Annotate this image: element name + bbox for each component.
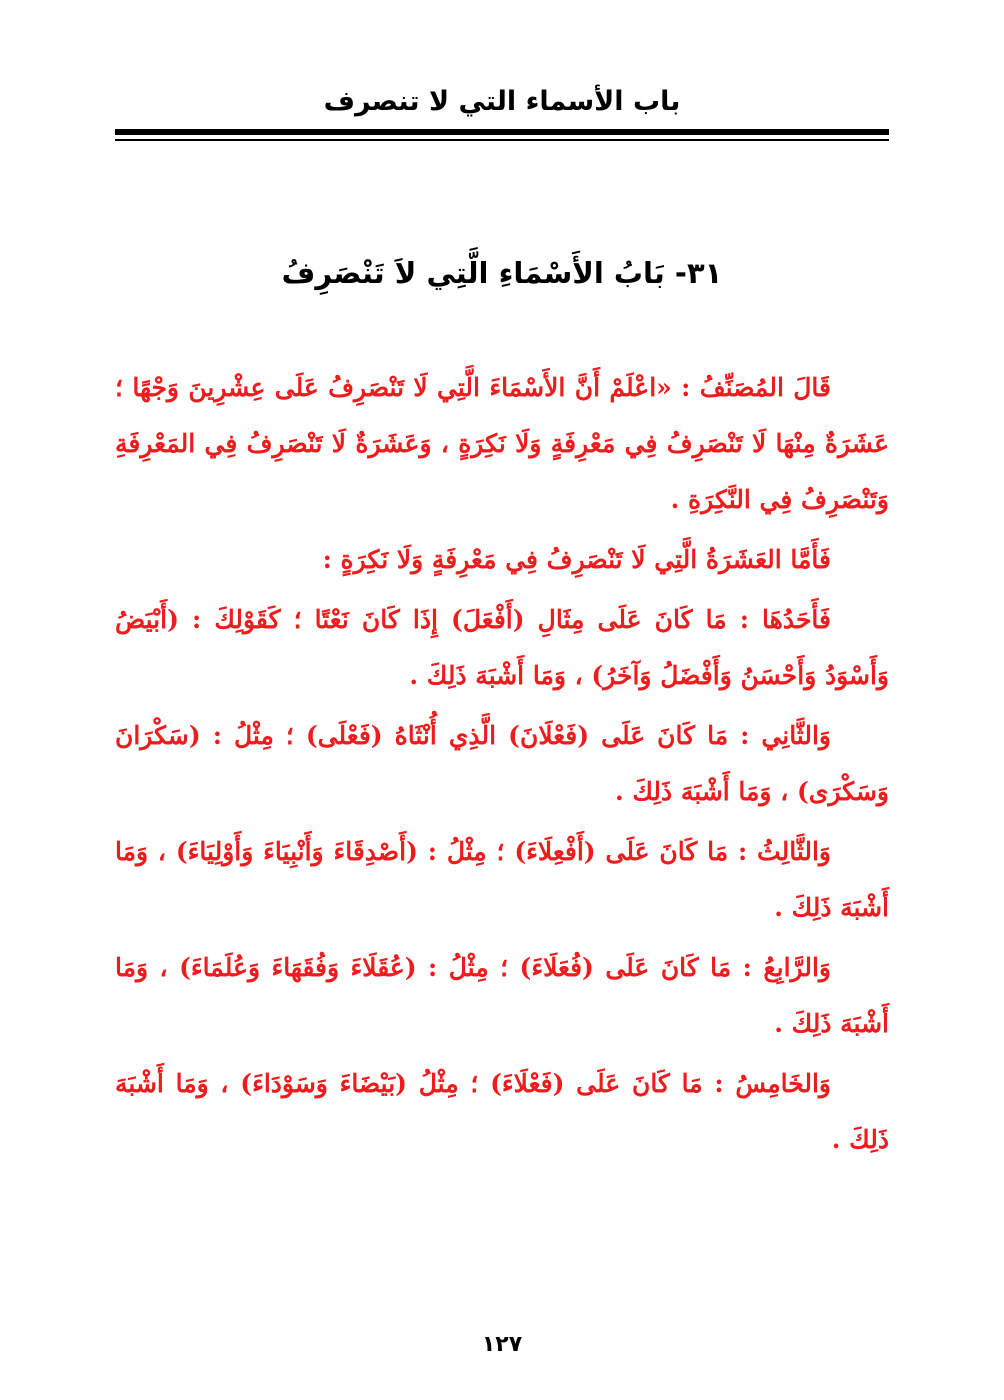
paragraph-second: وَالثَّانِي : مَا كَانَ عَلَى (فَعْلَانَ) الَّذِي أُنْثَاهُ (فَعْلَى) ؛ مِثْلُ : (سَكْرَانَ وَسَكْرَى) ، وَمَا أَشْبَهَ ذَلِكَ . [115, 721, 889, 806]
paragraph-intro: قَالَ المُصَنِّفُ : «اعْلَمْ أَنَّ الأَسْمَاءَ الَّتِي لَا تَنْصَرِفُ عَلَى عِشْرِينَ وَجْهًا ؛ عَشَرَةٌ مِنْهَا لَا تَنْصَرِفُ فِي مَعْرِفَةٍ وَلَا نَكِرَةٍ ، وَعَشَرَةٌ لَا تَنْصَرِفُ فِي المَعْرِفَةِ وَتَنْصَرِفُ فِي النَّكِرَةِ . [115, 373, 889, 514]
running-header: باب الأسماء التي لا تنصرف [323, 86, 681, 117]
page-number: ١٢٧ [481, 1332, 523, 1357]
paragraph-fourth: وَالرَّابِعُ : مَا كَانَ عَلَى (فُعَلَاءَ) ؛ مِثْلُ : (عُقَلَاءَ وَفُقَهَاءَ وَعُلَمَاءَ) ، وَمَا أَشْبَهَ ذَلِكَ . [115, 953, 889, 1038]
body-text [115, 360, 889, 1172]
header-rule-thin [115, 139, 889, 141]
paragraph-first: فَأَحَدُهَا : مَا كَانَ عَلَى مِثَالِ (أَفْعَلَ) إِذَا كَانَ نَعْتًا ؛ كَقَوْلِكَ : (أَبْيَضُ وَأَسْوَدُ وَأَحْسَنُ وَأَفْضَلُ وَآخَرُ) ، وَمَا أَشْبَهَ ذَلِكَ . [115, 605, 889, 690]
chapter-title: ٣١- بَابُ الأَسْمَاءِ الَّتِي لاَ تَنْصَرِفُ [281, 256, 723, 290]
header-rule-thick [115, 129, 889, 135]
paragraph-fifth: وَالخَامِسُ : مَا كَانَ عَلَى (فَعْلَاءَ) ؛ مِثْلُ (بَيْضَاءَ وَسَوْدَاءَ) ، وَمَا أَشْبَهَ ذَلِكَ . [115, 1069, 889, 1154]
paragraph-third: وَالثَّالِثُ : مَا كَانَ عَلَى (أَفْعِلَاءَ) ؛ مِثْلُ : (أَصْدِقَاءَ وَأَنْبِيَاءَ وَأَوْلِيَاءَ) ، وَمَا أَشْبَهَ ذَلِكَ . [115, 837, 889, 922]
paragraph-first-ten: فَأَمَّا العَشَرَةُ الَّتِي لَا تَنْصَرِفُ فِي مَعْرِفَةٍ وَلَا نَكِرَةٍ : [322, 545, 831, 574]
